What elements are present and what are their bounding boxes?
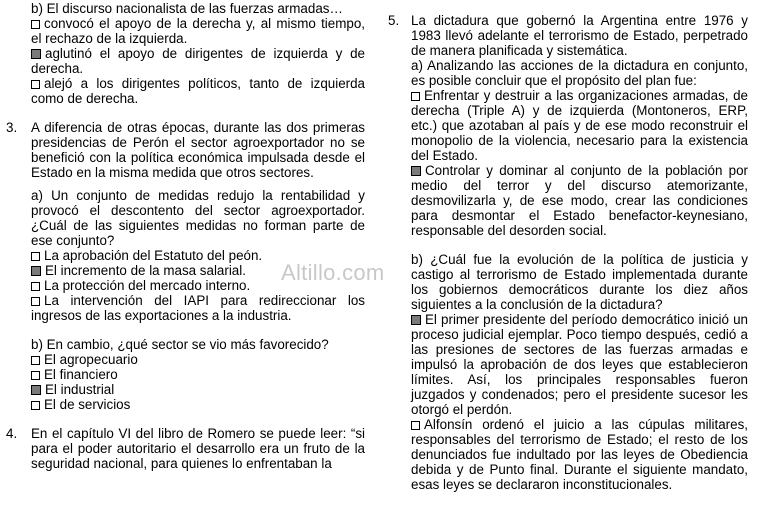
option[interactable]: El financiero bbox=[31, 367, 365, 382]
checkbox-icon[interactable] bbox=[31, 371, 40, 380]
spacer bbox=[0, 106, 365, 120]
q3-stem: A diferencia de otras épocas, durante las dos primeras presidencias de Perón el sector agroexportador no se benefició con la política económica impulsada desde el Estado en la misma medida que otros sectores. bbox=[31, 120, 365, 180]
checkbox-checked-icon[interactable] bbox=[31, 49, 41, 59]
left-column bbox=[0, 0, 365, 471]
q5-subquestion-b: b) ¿Cuál fue la evolución de la política de justicia y castigo al terrorismo de Estado implementada durante los gobiernos democráticos durante los diez años siguientes a la conclusión de la dictadura? bbox=[411, 252, 748, 312]
right-column bbox=[388, 13, 748, 492]
checkbox-checked-icon[interactable] bbox=[411, 166, 421, 176]
checkbox-icon[interactable] bbox=[411, 92, 420, 101]
checkbox-icon[interactable] bbox=[31, 80, 40, 89]
question-number: 5. bbox=[388, 13, 400, 28]
option[interactable]: El de servicios bbox=[31, 397, 365, 412]
q5-subquestion-a: a) Analizando las acciones de la dictadura en conjunto, es posible concluir que el propósito del plan fue: bbox=[411, 58, 748, 88]
spacer bbox=[31, 180, 365, 188]
q3-subquestion-b: b) En cambio, ¿qué sector se vio más favorecido? bbox=[31, 337, 329, 352]
checkbox-icon[interactable] bbox=[31, 356, 40, 365]
q4-stem: En el capítulo VI del libro de Romero se puede leer: “si para el poder autoritario el desarrollo era un fruto de la seguridad nacional, para quienes lo enfrentaban la bbox=[31, 426, 365, 471]
option[interactable]: aglutinó el apoyo de dirigentes de izquierda y de derecha. bbox=[31, 46, 365, 76]
option[interactable]: Enfrentar y destruir a las organizaciones armadas, de derecha (Triple A) y de izquierda (Montoneros, ERP, etc.) que azotaban al país y de ese modo reconstruir el monopolio de la violencia, necesario para la existencia del Estado. bbox=[411, 88, 748, 163]
question-number: 3. bbox=[6, 120, 18, 135]
checkbox-icon[interactable] bbox=[31, 252, 40, 261]
option[interactable]: El primer presidente del período democrático inició un proceso judicial ejemplar. Poco tiempo después, cedió a las presiones de sectores de las fuerzas armadas e impulsó la aprobación de dos leyes que establecieron límites. Así, los principales responsables fueron juzgados y condenados; pero el presidente sucesor les otorgó el perdón. bbox=[411, 312, 748, 417]
option[interactable]: El agropecuario bbox=[31, 352, 365, 367]
question-4 bbox=[0, 426, 365, 471]
q2-options bbox=[31, 16, 365, 106]
checkbox-icon[interactable] bbox=[31, 20, 40, 29]
watermark: Altillo.com bbox=[281, 260, 385, 285]
spacer bbox=[31, 323, 365, 337]
option[interactable]: alejó a los dirigentes políticos, tanto de izquierda como de derecha. bbox=[31, 76, 365, 106]
checkbox-checked-icon[interactable] bbox=[411, 315, 421, 325]
q5b-options bbox=[411, 312, 748, 492]
spacer bbox=[0, 412, 365, 426]
checkbox-icon[interactable] bbox=[31, 282, 40, 291]
option[interactable]: El incremento de la masa salarial. bbox=[31, 263, 365, 278]
question-5 bbox=[388, 13, 748, 492]
q3b-options bbox=[31, 352, 365, 412]
q3-subquestion-a: a) Un conjunto de medidas redujo la rentabilidad y provocó el descontento del sector agroexportador. ¿Cuál de las siguientes medidas no forman parte de ese conjunto? bbox=[31, 188, 365, 248]
option[interactable]: convocó el apoyo de la derecha y, al mismo tiempo, el rechazo de la izquierda. bbox=[31, 16, 365, 46]
checkbox-icon[interactable] bbox=[411, 421, 420, 430]
checkbox-icon[interactable] bbox=[31, 401, 40, 410]
option[interactable]: Controlar y dominar al conjunto de la población por medio del terror y del discurso atemorizante, desmovilizarla y, de ese modo, crear las condiciones para desmontar el Estado benefactor-keynesiano, responsable del desorden social. bbox=[411, 163, 748, 238]
checkbox-checked-icon[interactable] bbox=[31, 266, 41, 276]
q2-subquestion-b: b) El discurso nacionalista de las fuerzas armadas… bbox=[31, 1, 343, 16]
checkbox-checked-icon[interactable] bbox=[31, 385, 41, 395]
checkbox-icon[interactable] bbox=[31, 297, 40, 306]
option[interactable]: La intervención del IAPI para redireccionar los ingresos de las exportaciones a la industria. bbox=[31, 293, 365, 323]
option[interactable]: El industrial bbox=[31, 382, 365, 397]
q5a-options bbox=[411, 88, 748, 238]
option[interactable]: La protección del mercado interno. bbox=[31, 278, 365, 293]
option[interactable]: La aprobación del Estatuto del peón. bbox=[31, 248, 365, 263]
option[interactable]: Alfonsín ordenó el juicio a las cúpulas militares, responsables del terrorismo de Estado; el resto de los denunciados fue indultado por las leyes de Obediencia debida y de Punto final. Durante el siguiente mandato, esas leyes se declararon inconstitucionales. bbox=[411, 417, 748, 492]
q5-stem: La dictadura que gobernó la Argentina entre 1976 y 1983 llevó adelante el terrorismo de Estado, perpetrado de manera planificada y sistemática. bbox=[411, 13, 748, 58]
question-2-continuation bbox=[0, 0, 365, 106]
question-number: 4. bbox=[6, 426, 18, 441]
spacer bbox=[411, 238, 748, 252]
